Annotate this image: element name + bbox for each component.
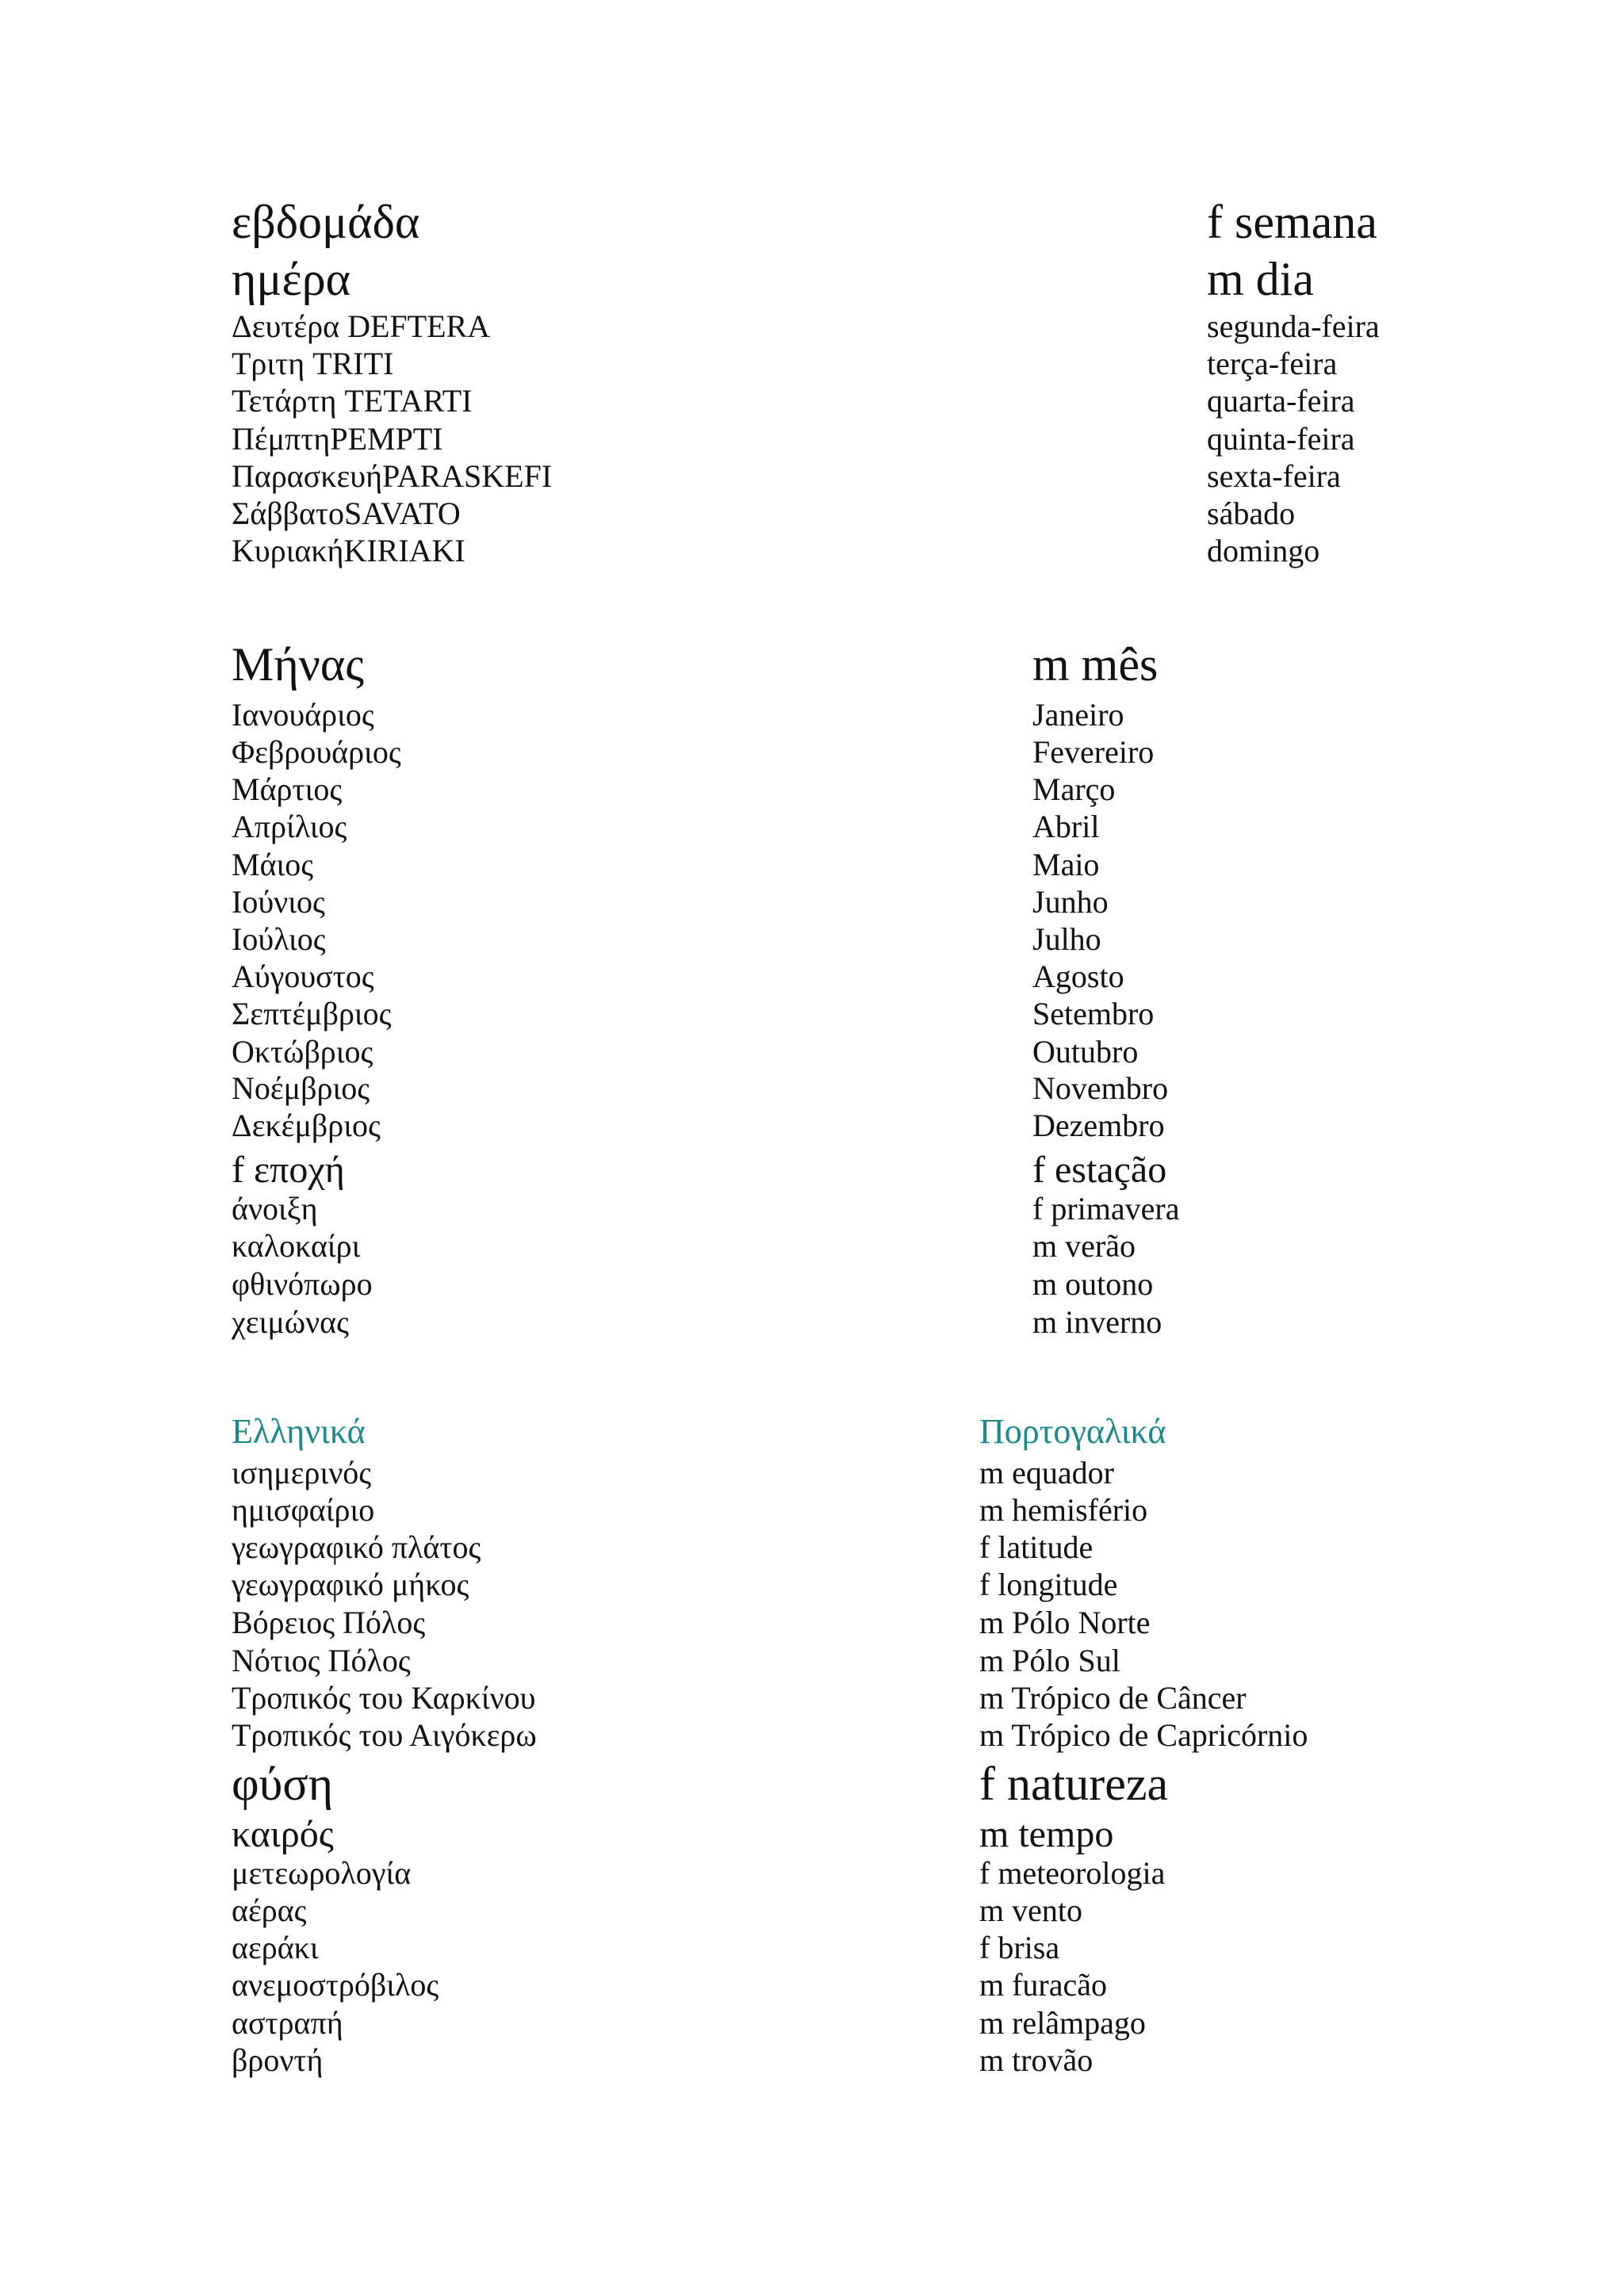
geo-greek-term: φύση	[232, 1758, 334, 1810]
geo-portuguese-term: f longitude	[979, 1567, 1118, 1602]
geo-greek-term: ημισφαίριο	[232, 1492, 375, 1528]
geo-greek-term: Ελληνικά	[232, 1412, 366, 1451]
months-greek-term: Νοέμβριος	[232, 1070, 370, 1106]
geo-portuguese-term: f latitude	[979, 1529, 1094, 1565]
months-greek-term: Φεβρουάριος	[232, 734, 401, 770]
geo-portuguese-term: m Pólo Norte	[979, 1605, 1151, 1640]
week-portuguese-term: sábado	[1207, 496, 1296, 531]
months-greek-term: Μήνας	[232, 638, 365, 691]
geo-greek-term: Νότιος Πόλος	[232, 1643, 411, 1678]
geo-portuguese-term: m trovão	[979, 2042, 1094, 2078]
geo-portuguese-term: m Trópico de Capricórnio	[979, 1717, 1308, 1753]
geo-greek-term: βροντή	[232, 2042, 324, 2078]
week-greek-term: εβδομάδα	[232, 196, 420, 248]
months-greek-term: φθινόπωρο	[232, 1266, 373, 1302]
geo-greek-term: Τροπικός του Αιγόκερω	[232, 1717, 537, 1753]
geo-greek-term: αστραπή	[232, 2005, 343, 2041]
geo-portuguese-term: m Trópico de Câncer	[979, 1680, 1247, 1716]
months-greek-term: Ιούλιος	[232, 921, 326, 957]
months-portuguese-term: Janeiro	[1032, 697, 1124, 733]
geo-greek-term: ισημερινός	[232, 1455, 372, 1490]
geo-portuguese-term: f brisa	[979, 1930, 1060, 1965]
months-greek-term: f εποχή	[232, 1149, 345, 1191]
months-portuguese-term: Abril	[1032, 809, 1100, 844]
geo-portuguese-term: m equador	[979, 1455, 1114, 1490]
months-portuguese-term: f estação	[1032, 1149, 1167, 1191]
months-portuguese-term: Outubro	[1032, 1034, 1139, 1070]
geo-greek-term: γεωγραφικό πλάτος	[232, 1529, 481, 1565]
geo-portuguese-term: m furacão	[979, 1967, 1108, 2003]
geo-greek-term: γεωγραφικό μήκος	[232, 1567, 469, 1602]
geo-portuguese-term: m tempo	[979, 1813, 1114, 1855]
months-portuguese-term: Setembro	[1032, 996, 1155, 1031]
week-greek-term: ΠέμπτηPEMPTI	[232, 421, 443, 457]
week-greek-term: ΣάββατοSAVATO	[232, 496, 461, 531]
months-portuguese-term: m inverno	[1032, 1304, 1162, 1340]
week-greek-term: Δευτέρα DEFTERA	[232, 308, 491, 344]
months-greek-term: Μάρτιος	[232, 771, 343, 807]
week-portuguese-term: terça-feira	[1207, 346, 1338, 381]
months-portuguese-term: m outono	[1032, 1266, 1154, 1302]
months-greek-term: Ιανουάριος	[232, 697, 374, 733]
months-greek-term: άνοιξη	[232, 1191, 318, 1226]
months-greek-term: Δεκέμβριος	[232, 1108, 381, 1143]
geo-portuguese-term: m relâmpago	[979, 2005, 1146, 2041]
geo-greek-term: ανεμοστρόβιλος	[232, 1967, 439, 2003]
months-greek-term: Απρίλιος	[232, 809, 347, 844]
geo-greek-term: Βόρειος Πόλος	[232, 1605, 426, 1640]
geo-greek-term: μετεωρολογία	[232, 1855, 412, 1891]
months-portuguese-term: m mês	[1032, 638, 1159, 691]
geo-portuguese-term: m vento	[979, 1892, 1082, 1928]
months-portuguese-term: Maio	[1032, 847, 1100, 882]
week-portuguese-term: segunda-feira	[1207, 308, 1380, 344]
months-portuguese-term: m verão	[1032, 1228, 1136, 1264]
week-greek-term: ΠαρασκευήPARASKEFI	[232, 458, 553, 494]
months-portuguese-term: Fevereiro	[1032, 734, 1155, 770]
months-greek-term: Σεπτέμβριος	[232, 996, 392, 1031]
months-greek-term: Οκτώβριος	[232, 1034, 373, 1070]
week-portuguese-term: f semana	[1207, 196, 1377, 248]
months-greek-term: καλοκαίρι	[232, 1228, 361, 1264]
week-portuguese-term: quarta-feira	[1207, 383, 1355, 419]
week-greek-term: ΚυριακήKIRIAKI	[232, 533, 465, 568]
week-greek-term: Τετάρτη TETARTI	[232, 383, 473, 419]
week-portuguese-term: quinta-feira	[1207, 421, 1355, 457]
week-portuguese-term: sexta-feira	[1207, 458, 1341, 494]
geo-portuguese-term: m hemisfério	[979, 1492, 1148, 1528]
week-portuguese-term: m dia	[1207, 253, 1314, 305]
months-greek-term: Ιούνιος	[232, 884, 325, 920]
months-portuguese-term: Julho	[1032, 921, 1101, 957]
week-greek-term: Τριτη TRITI	[232, 346, 394, 381]
geo-greek-term: αεράκι	[232, 1930, 319, 1965]
geo-portuguese-term: f natureza	[979, 1758, 1169, 1810]
months-greek-term: Αύγουστος	[232, 959, 374, 994]
months-greek-term: Μάιος	[232, 847, 314, 882]
geo-greek-term: Τροπικός του Καρκίνου	[232, 1680, 536, 1716]
geo-greek-term: αέρας	[232, 1892, 307, 1928]
months-portuguese-term: f primavera	[1032, 1191, 1180, 1226]
months-portuguese-term: Novembro	[1032, 1070, 1169, 1106]
geo-portuguese-term: Πορτογαλικά	[979, 1412, 1166, 1451]
geo-portuguese-term: f meteorologia	[979, 1855, 1166, 1891]
months-portuguese-term: Junho	[1032, 884, 1109, 920]
geo-greek-term: καιρός	[232, 1813, 334, 1855]
week-portuguese-term: domingo	[1207, 533, 1320, 568]
months-greek-term: χειμώνας	[232, 1304, 349, 1340]
geo-portuguese-term: m Pólo Sul	[979, 1643, 1120, 1678]
week-greek-term: ημέρα	[232, 253, 351, 305]
months-portuguese-term: Agosto	[1032, 959, 1124, 994]
months-portuguese-term: Dezembro	[1032, 1108, 1165, 1143]
months-portuguese-term: Março	[1032, 771, 1116, 807]
